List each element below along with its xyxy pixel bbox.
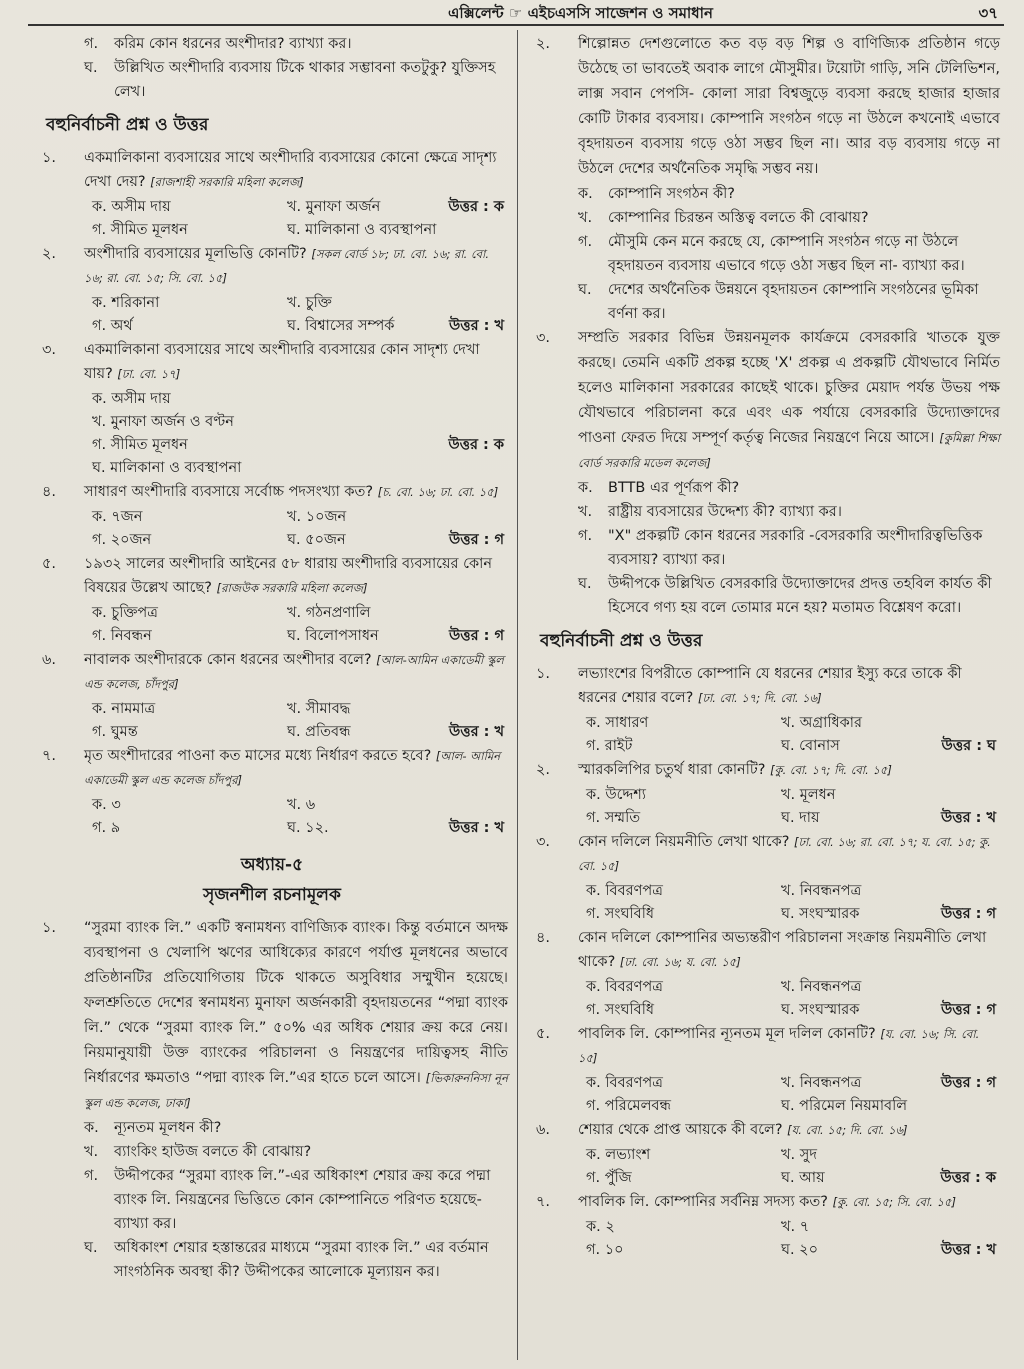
question-text: একমালিকানা ব্যবসায়ের সাথে অংশীদারি ব্যবসায়ের কোন সাদৃশ্য দেখা যায়? <box>84 342 480 382</box>
question-source: [কু. বো. ১৭; দি. বো. ১৫] <box>770 763 892 777</box>
option: ঘ. ১২. <box>287 820 329 836</box>
part-text: দেশের অর্থনৈতিক উন্নয়নে বৃহদায়তন কোম্পানি সংগঠনের ভূমিকা বর্ণনা কর। <box>608 282 979 322</box>
carry-part: ঘ. উল্লিখিত অংশীদারি ব্যবসায় টিকে থাকার সম্ভাবনা কতটুকু? যুক্তিসহ লেখ। <box>84 60 496 100</box>
creative-question-stem <box>530 326 1000 476</box>
option: খ. চুক্তি <box>287 295 332 311</box>
answer-key: উত্তর : গ <box>448 532 504 548</box>
option: ঘ. বোনাস <box>781 738 840 754</box>
option-row <box>586 1072 1000 1095</box>
question-number: ২. <box>42 246 57 262</box>
page-number: ৩৭ <box>978 4 998 22</box>
question-part <box>530 572 1000 620</box>
option: খ. ১০জন <box>287 509 347 525</box>
question-number: ৩. <box>536 834 551 850</box>
part-label: ঘ. <box>578 282 592 298</box>
option-row <box>586 1144 1000 1167</box>
option-row <box>586 1167 1000 1190</box>
page-header <box>28 0 1004 26</box>
mcq-question <box>530 662 1000 710</box>
question-number: ২. <box>536 36 551 52</box>
right-column <box>530 32 1000 1262</box>
mcq-question <box>530 1190 1000 1214</box>
answer-key: উত্তর : গ <box>940 1075 996 1091</box>
mcq-options <box>530 712 1000 758</box>
option: ক. বিবরণপত্র <box>586 979 663 995</box>
answer-key: উত্তর : খ <box>940 1242 996 1258</box>
option: গ. পুঁজি <box>586 1170 632 1186</box>
question-source: [কুমিল্লা শিক্ষা বোর্ড সরকারি মডেল কলেজ] <box>578 431 1001 470</box>
option: ক. অসীম দায় <box>92 199 171 215</box>
mcq-options <box>36 794 508 840</box>
question-number: ৬. <box>536 1122 551 1138</box>
question-part <box>530 524 1000 572</box>
question-text: নাবালক অংশীদারকে কোন ধরনের অংশীদার বলে? <box>84 652 372 668</box>
answer-key: উত্তর : খ <box>448 318 504 334</box>
part-label: ক. <box>84 1120 99 1136</box>
option: গ. সংঘবিধি <box>586 906 654 922</box>
option: গ. অর্থ <box>92 318 133 334</box>
option-row <box>92 315 508 338</box>
answer-key: উত্তর : ক <box>940 1170 996 1186</box>
question-part <box>36 1116 508 1140</box>
question-number: ৩. <box>536 330 551 346</box>
creative-question-stem <box>530 32 1000 182</box>
mcq-question <box>36 552 508 600</box>
question-text: কোন দলিলে কোম্পানির অভ্যন্তরীণ পরিচালনা সংক্রান্ত নিয়মনীতি লেখা থাকে? <box>578 930 987 970</box>
answer-key: উত্তর : গ <box>940 1002 996 1018</box>
option: ঘ. মালিকানা ও ব্যবস্থাপনা <box>92 460 242 476</box>
section-heading: বহুনির্বাচনী প্রশ্ন ও উত্তর <box>540 631 703 651</box>
option-row <box>586 880 1000 903</box>
part-label: গ. <box>578 234 593 250</box>
mcq-options <box>36 388 508 480</box>
option: খ. নিবন্ধনপত্র <box>781 883 862 899</box>
option-row <box>92 794 508 817</box>
part-text: উদ্দীপকের “সুরমা ব্যাংক লি.”-এর অধিকাংশ শেয়ার ক্রয় করে পদ্মা ব্যাংক লি. নিয়ন্ত্রনের ভিত্তিতে কোন কোম্পানিতে পরিণত হয়েছে-ব্যাখ্যা কর। <box>114 1168 491 1232</box>
option: গ. ঘুমন্ত <box>92 724 138 740</box>
mcq-question <box>530 758 1000 782</box>
option-row <box>92 721 508 744</box>
creative-question-stem: ১. “সুরমা ব্যাংক লি.” একটি স্বনামধন্য বাণিজ্যিক ব্যাংক। কিন্তু বর্তমানে অদক্ষ ব্যবস্থাপনা ও খেলাপি ঋণের আধিক্যের কারণে পর্যাপ্ত মূলধনের অভাবে প্রতিষ্ঠানটির প্রতিযোগিতায় টিকে থাকতে অসুবিধার সম্মুখীন হয়েছে। ফলশ্রুতিতে দেশের স্বনামধন্য মুনাফা অর্জনকারী বৃহদায়তনের “পদ্মা ব্যাংক লি.” থেকে “সুরমা ব্যাংক লি.” ৫০% এর অধিক শেয়ার ক্রয় করে নেয়। নিয়মানুযায়ী উক্ত ব্যাংকের পরিচালনা ও নিয়ন্ত্রণের দায়িত্বসহ নীতি নির্ধারণের ক্ষমতাও “পদ্মা ব্যাংক লি.”এর হাতে চলে আসে। [ভিকারুননিসা নূন স্কুল এন্ড কলেজ, ঢাকা] <box>42 920 509 1110</box>
question-part <box>36 1164 508 1236</box>
option: খ. গঠনপ্রণালি <box>287 605 371 621</box>
mcq-question <box>36 146 508 194</box>
option: ঘ. বিলোপসাধন <box>287 628 379 644</box>
option-row <box>92 411 508 434</box>
carry-part: গ. করিম কোন ধরনের অংশীদার? ব্যাখ্যা কর। <box>84 36 352 52</box>
question-text: কোন দলিলে নিয়মনীতি লেখা থাকে? <box>578 834 790 850</box>
mcq-question <box>530 1118 1000 1142</box>
option-row <box>92 196 508 219</box>
part-label: ক. <box>578 186 593 202</box>
option: ক. নামমাত্র <box>92 701 156 717</box>
question-source: [য. বো. ১৫; দি. বো. ১৬] <box>787 1123 908 1137</box>
question-number: ৭. <box>42 748 57 764</box>
option: ক. বিবরণপত্র <box>586 1075 663 1091</box>
question-part <box>530 206 1000 230</box>
option: ঘ. সংঘস্মারক <box>781 1002 860 1018</box>
question-text: লভ্যাংশের বিপরীতে কোম্পানি যে ধরনের শেয়ার ইস্যু করে তাকে কী ধরনের শেয়ার বলে? <box>578 666 962 706</box>
part-text: ব্যাংকিং হাউজ বলতে কী বোঝায়? <box>114 1144 312 1160</box>
right-creative-questions <box>530 32 1000 620</box>
question-text: সাধারণ অংশীদারি ব্যবসায়ে সর্বোচ্চ পদসংখ্যা কত? <box>84 484 374 500</box>
answer-key: উত্তর : খ <box>448 724 504 740</box>
option: খ. অগ্রাধিকার <box>781 715 862 731</box>
mcq-options <box>530 784 1000 830</box>
option: ঘ. বিশ্বাসের সম্পর্ক <box>287 318 395 334</box>
running-title: এক্সিলেন্ট ☞ এইচএসসি সাজেশন ও সমাধান <box>448 4 713 22</box>
option: গ. সীমিত মূলধন <box>92 222 188 238</box>
option-row <box>92 817 508 840</box>
part-label: গ. <box>578 528 593 544</box>
part-text: "X" প্রকল্পটি কোন ধরনের সরকারি -বেসরকারি অংশীদারিত্বভিত্তিক ব্যবসায়? ব্যাখ্যা কর। <box>608 528 983 568</box>
option-row <box>92 388 508 411</box>
option-row <box>586 999 1000 1022</box>
part-label: ঘ. <box>578 576 592 592</box>
option-row <box>586 1216 1000 1239</box>
option: খ. ৬ <box>287 797 316 813</box>
option-row <box>586 712 1000 735</box>
question-number: ১. <box>536 666 551 682</box>
question-text: একমালিকানা ব্যবসায়ের সাথে অংশীদারি ব্যবসায়ের কোনো ক্ষেত্রে সাদৃশ্য দেখা দেয়? <box>84 150 497 190</box>
question-number: ৩. <box>42 342 57 358</box>
stem-text: শিল্পোন্নত দেশগুলোতে কত বড় বড় শিল্প ও বাণিজ্যিক প্রতিষ্ঠান গড়ে উঠেছে তা ভাবতেই অবাক লাগে মৌসুমীর। টয়োটা গাড়ি, সনি টেলিভিশন, লাক্স সবান পেপসি- কোলা সারা বিশ্বজুড়ে ব্যবসা করছে হাজার হাজার কোটি টাকার ব্যবসায়। কোম্পানি সংগঠন গড়ে না উঠলে কখনোই এভাবে বৃহদায়তন ব্যবসায় গড়ে ওঠা সম্ভব ছিল না। আর বড় ব্যবসায় গড়ে না উঠলে দেশের অর্থনৈতিক সমৃদ্ধি সম্ভব নয়। <box>578 36 1000 177</box>
option: খ. সুদ <box>781 1147 817 1163</box>
question-part <box>36 1140 508 1164</box>
option: খ. মুনাফা অর্জন ও বণ্টন <box>92 414 234 430</box>
mcq-question <box>530 1022 1000 1070</box>
mcq-question <box>36 648 508 696</box>
answer-key: উত্তর : ক <box>448 437 504 453</box>
mcq-options <box>530 880 1000 926</box>
option: গ. নিবন্ধন <box>92 628 152 644</box>
answer-key: উত্তর : খ <box>448 820 504 836</box>
option-row <box>92 457 508 480</box>
part-label: খ. <box>84 1144 99 1160</box>
question-source: [ঢা. বো. ১৬; য. বো. ১৫] <box>619 955 741 969</box>
left-mcq-list <box>36 146 508 840</box>
mcq-options <box>36 196 508 242</box>
part-label: গ. <box>84 1168 99 1184</box>
mcq-options <box>36 602 508 648</box>
option: ঘ. ৫০জন <box>287 532 346 548</box>
option: ঘ. সংঘস্মারক <box>781 906 860 922</box>
question-part <box>36 1236 508 1284</box>
mcq-question <box>36 744 508 792</box>
option: খ. ৭ <box>781 1219 810 1235</box>
question-number: ৭. <box>536 1194 551 1210</box>
option: গ. সংঘবিধি <box>586 1002 654 1018</box>
option-row <box>92 602 508 625</box>
question-source: [আল-আমিন একাডেমী স্কুল এন্ড কলেজ, চাঁদপুর] <box>84 653 504 691</box>
question-part <box>530 278 1000 326</box>
question-text: ১৯৩২ সালের অংশীদারি আইনের ৫৮ ধারায় অংশীদারি ব্যবসায়ের কোন বিষয়ের উল্লেখ আছে? <box>84 556 493 596</box>
part-text: উদ্দীপকে উল্লিখিত বেসরকারি উদ্যোক্তাদের প্রদত্ত তহবিল কার্যত কী হিসেবে গণ্য হয় বলে তোমার মনে হয়? মতামত বিশ্লেষণ করো। <box>608 576 992 616</box>
option: গ. রাইট <box>586 738 633 754</box>
answer-key: উত্তর : ঘ <box>941 738 996 754</box>
part-text: মৌসুমি কেন মনে করছে যে, কোম্পানি সংগঠন গড়ে না উঠলে বৃহদায়তন ব্যবসায় এভাবে গড়ে ওঠা সম্ভব ছিল না- ব্যাখ্যা কর। <box>608 234 965 274</box>
option: ক. ৭জন <box>92 509 143 525</box>
option: গ. সীমিত মূলধন <box>92 437 188 453</box>
question-text: শেয়ার থেকে প্রাপ্ত আয়কে কী বলে? <box>578 1122 783 1138</box>
option: ঘ. দায় <box>781 810 820 826</box>
creative-question-parts <box>36 1116 508 1284</box>
question-text: পাবলিক লি. কোম্পানির সর্বনিম্ন সদস্য কত? <box>578 1194 829 1210</box>
question-source: [ঢা. বো. ১৭] <box>117 367 181 381</box>
stem-text: সম্প্রতি সরকার বিভিন্ন উন্নয়নমূলক কার্যক্রমে বেসরকারি খাতকে যুক্ত করছে। তেমনি একটি প্রকল্প হচ্ছে 'X' প্রকল্প এ প্রকল্পটি যৌথভাবে নির্মিত হলেও মালিকানা সরকারের কাছেই থাকে। চুক্তির মেয়াদ পর্যন্ত উভয় পক্ষ যৌথভাবে পরিচালনা করে এবং এক পর্যায়ে বেসরকারি উদ্যোক্তাদের পাওনা ফেরত দিয়ে সম্পূর্ণ কর্তৃত্ব নিজের নিয়ন্ত্রণে নিয়ে আসে। <box>578 330 1000 446</box>
question-source: [আল- আমিন একাডেমী স্কুল এন্ড কলেজ চাঁদপুর] <box>84 749 501 787</box>
option: গ. ১০ <box>586 1242 624 1258</box>
option: ক. অসীম দায় <box>92 391 171 407</box>
option-row <box>586 807 1000 830</box>
mcq-options <box>36 292 508 338</box>
question-number: ৪. <box>536 930 551 946</box>
question-source: [সকল বোর্ড ১৮; ঢা. বো. ১৬; রা. বো. ১৬; রা. বো. ১৫; সি. বো. ১৫] <box>84 247 490 285</box>
question-text: মৃত অংশীদারের পাওনা কত মাসের মধ্যে নির্ধারণ করতে হবে? <box>84 748 432 764</box>
question-number: ১. <box>42 150 57 166</box>
option-row <box>92 219 508 242</box>
option-row <box>586 1095 1000 1118</box>
question-part <box>530 500 1000 524</box>
option: ক. চুক্তিপত্র <box>92 605 158 621</box>
mcq-options <box>530 1216 1000 1262</box>
option-row <box>586 784 1000 807</box>
option: ঘ. আয় <box>781 1170 825 1186</box>
mcq-options <box>36 506 508 552</box>
option-row <box>92 625 508 648</box>
question-source: [রাজউক সরকারি মহিলা কলেজ] <box>216 581 368 595</box>
option: ক. ৩ <box>92 797 121 813</box>
mcq-options <box>530 1144 1000 1190</box>
option-row <box>92 529 508 552</box>
option-row <box>586 903 1000 926</box>
option: ঘ. প্রতিবন্ধ <box>287 724 351 740</box>
answer-key: উত্তর : ক <box>448 199 504 215</box>
option: ঘ. পরিমেল নিয়মাবলি <box>781 1098 908 1114</box>
question-source: [চ. বো. ১৬; ঢা. বো. ১৫] <box>377 485 499 499</box>
option: ক. উদ্দেশ্য <box>586 787 646 803</box>
part-text: BTTB এর পূর্ণরূপ কী? <box>608 480 740 496</box>
question-source: [ঢা. বো. ১৭; দি. বো. ১৬] <box>697 691 822 705</box>
question-source: [রাজশাহী সরকারি মহিলা কলেজ] <box>150 175 304 189</box>
question-part <box>530 476 1000 500</box>
option: খ. মূলধন <box>781 787 836 803</box>
question-number: ২. <box>536 762 551 778</box>
chapter-title: অধ্যায়-৫ <box>240 855 304 875</box>
part-text: কোম্পানি সংগঠন কী? <box>608 186 735 202</box>
option: গ. সম্মতি <box>586 810 641 826</box>
mcq-options <box>530 1072 1000 1118</box>
part-label: খ. <box>578 504 593 520</box>
mcq-question <box>36 480 508 504</box>
question-part <box>530 182 1000 206</box>
question-text: অংশীদারি ব্যবসায়ের মূলভিত্তি কোনটি? <box>84 246 307 262</box>
option-row <box>586 1239 1000 1262</box>
option: খ. মুনাফা অর্জন <box>287 199 381 215</box>
option: গ. ৯ <box>92 820 121 836</box>
answer-key: উত্তর : গ <box>940 906 996 922</box>
option: খ. নিবন্ধনপত্র <box>781 1075 862 1091</box>
option-row <box>92 292 508 315</box>
question-text: পাবলিক লি. কোম্পানির ন্যূনতম মূল দলিল কোনটি? <box>578 1026 876 1042</box>
question-part <box>530 230 1000 278</box>
option: গ. ২০জন <box>92 532 152 548</box>
option: খ. নিবন্ধনপত্র <box>781 979 862 995</box>
option-row <box>92 434 508 457</box>
option-row <box>586 976 1000 999</box>
option-row <box>92 698 508 721</box>
question-source: [য. বো. ১৬; সি. বো. ১৫] <box>578 1027 980 1065</box>
question-text: স্মারকলিপির চতুর্থ ধারা কোনটি? <box>578 762 766 778</box>
mcq-question <box>36 242 508 290</box>
question-source: [ঢা. বো. ১৬; রা. বো. ১৭; য. বো. ১৫; কু. বো. ১৫] <box>578 835 991 873</box>
mcq-options <box>530 976 1000 1022</box>
question-source: [কু. বো. ১৫; সি. বো. ১৫] <box>832 1195 956 1209</box>
part-text: কোম্পানির চিরন্তন অস্তিত্ব বলতে কী বোঝায়? <box>608 210 869 226</box>
section-heading: বহুনির্বাচনী প্রশ্ন ও উত্তর <box>46 115 209 135</box>
part-text: ন্যূনতম মূলধন কী? <box>114 1120 222 1136</box>
mcq-options <box>36 698 508 744</box>
mcq-question <box>530 830 1000 878</box>
option: ক. সাধারণ <box>586 715 649 731</box>
question-number: ৫. <box>536 1026 551 1042</box>
mcq-question <box>36 338 508 386</box>
answer-key: উত্তর : খ <box>940 810 996 826</box>
chapter-subtitle: সৃজনশীল রচনামূলক <box>203 885 341 905</box>
option-row <box>92 506 508 529</box>
question-number: ৫. <box>42 556 57 572</box>
mcq-question <box>530 926 1000 974</box>
answer-key: উত্তর : গ <box>448 628 504 644</box>
option: ক. লভ্যাংশ <box>586 1147 651 1163</box>
option: খ. সীমাবদ্ধ <box>287 701 351 717</box>
option: ক. বিবরণপত্র <box>586 883 663 899</box>
part-text: রাষ্ট্রীয় ব্যবসায়ের উদ্দেশ্য কী? ব্যাখ্যা কর। <box>608 504 842 520</box>
part-label: ক. <box>578 480 593 496</box>
part-label: খ. <box>578 210 593 226</box>
option: গ. পরিমেলবন্ধ <box>586 1098 671 1114</box>
question-number: ৬. <box>42 652 57 668</box>
part-text: অধিকাংশ শেয়ার হস্তান্তরের মাধ্যমে “সুরমা ব্যাংক লি.” এর বর্তমান সাংগঠনিক অবস্থা কী? উদ্দীপকের আলোকে মূল্যায়ন কর। <box>114 1240 489 1280</box>
option: ক. শরিকানা <box>92 295 160 311</box>
option: ঘ. মালিকানা ও ব্যবস্থাপনা <box>287 222 437 238</box>
part-label: ঘ. <box>84 1240 98 1256</box>
left-column <box>36 32 508 1284</box>
option: ক. ২ <box>586 1219 615 1235</box>
right-mcq-list <box>530 662 1000 1262</box>
question-number: ৪. <box>42 484 57 500</box>
option-row <box>586 735 1000 758</box>
column-divider <box>517 30 518 1360</box>
option: ঘ. ২০ <box>781 1242 819 1258</box>
